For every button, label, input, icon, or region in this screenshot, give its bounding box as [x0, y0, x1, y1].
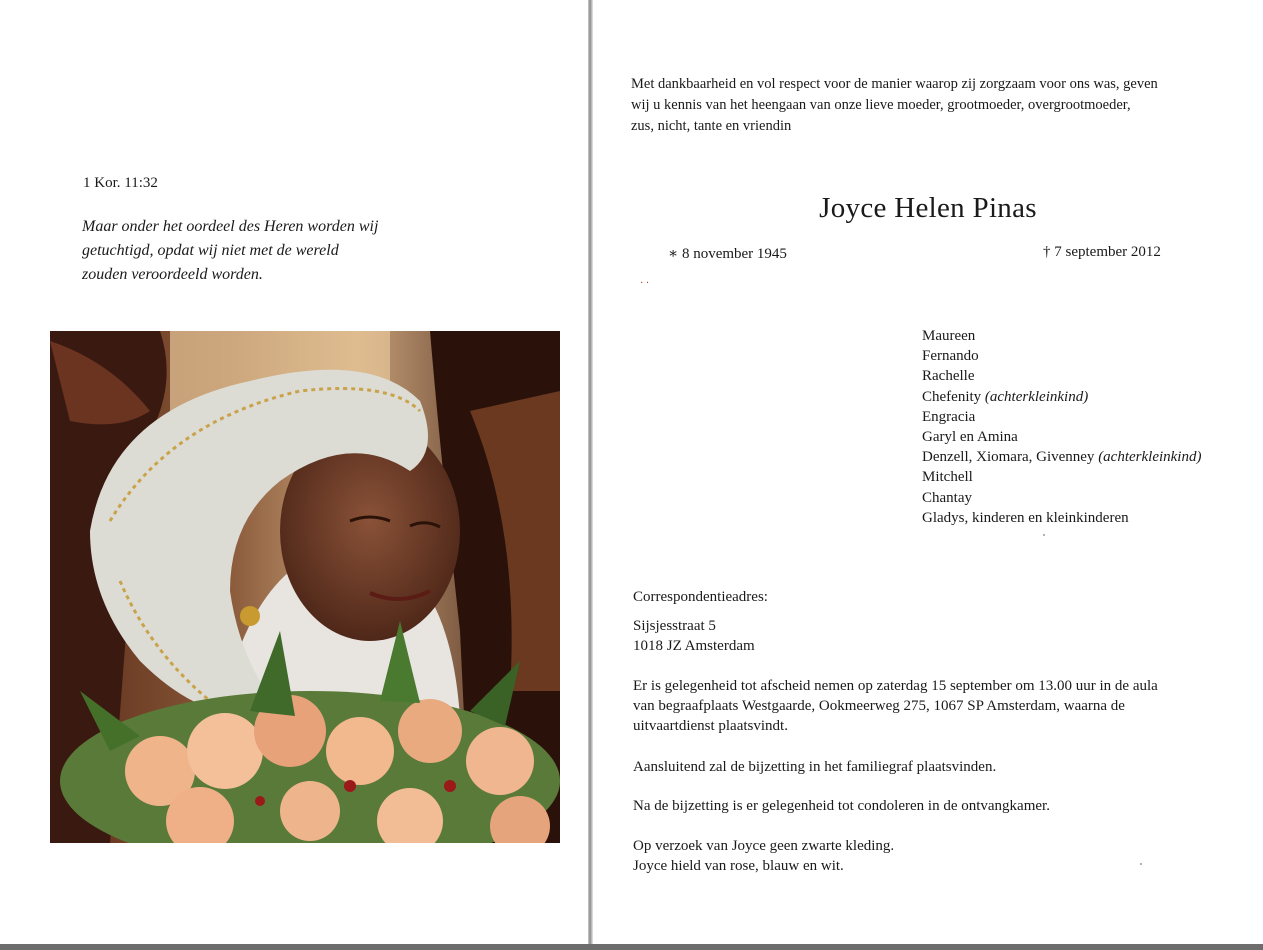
family-member: [922, 467, 1201, 487]
family-member-relation: (achterkleinkind): [1098, 449, 1202, 466]
family-member-relation: (achterkleinkind): [984, 388, 1089, 405]
farewell-line: van begraafplaats Westgaarde, Ookmeerweg 275, 1067 SP Amsterdam, waarna de: [633, 698, 1125, 714]
family-member: [922, 488, 1201, 508]
portrait-photo: [50, 331, 560, 843]
family-member-name: Denzell, Xiomara, Givenney: [922, 449, 1099, 466]
address-line: 1018 JZ Amsterdam: [633, 638, 755, 654]
farewell-line: uitvaartdienst plaatsvindt.: [633, 718, 788, 734]
bottom-edge: [0, 944, 1263, 950]
intro-line: wij u kennis van het heengaan van onze lieve moeder, grootmoeder, overgrootmoeder,: [631, 97, 1131, 113]
family-member: [922, 387, 1201, 407]
family-member-name: Engracia: [922, 408, 976, 425]
burial-paragraph: Aansluitend zal de bijzetting in het familiegraf plaatsvinden.: [633, 759, 997, 775]
family-member: [922, 427, 1201, 447]
family-member-name: Chantay: [922, 489, 972, 506]
verse-line: Maar onder het oordeel des Heren worden wij: [82, 218, 379, 235]
family-member: [922, 447, 1201, 467]
family-member: [922, 508, 1201, 528]
paper-speck: [1043, 534, 1045, 536]
condolence-paragraph: Na de bijzetting is er gelegenheid tot condoleren in de ontvangkamer.: [633, 798, 1050, 814]
family-member: [922, 366, 1201, 386]
death-date: † 7 september 2012: [1043, 244, 1161, 260]
family-list: [922, 326, 1201, 528]
verse-line: getuchtigd, opdat wij niet met de wereld: [82, 242, 339, 259]
address-line: Sijsjesstraat 5: [633, 618, 716, 634]
family-member-name: Gladys, kinderen en kleinkinderen: [922, 509, 1129, 526]
family-member-name: Garyl en Amina: [922, 429, 1018, 446]
announcement-intro: [631, 74, 1221, 137]
request-line: Joyce hield van rose, blauw en wit.: [633, 858, 844, 874]
intro-line: Met dankbaarheid en vol respect voor de manier waarop zij zorgzaam voor ons was, geven: [631, 76, 1158, 92]
ink-speck: · ·: [640, 278, 650, 289]
scripture-reference: 1 Kor. 11:32: [83, 175, 158, 191]
family-member: [922, 407, 1201, 427]
farewell-paragraph: [633, 676, 1223, 736]
scripture-verse: [82, 215, 422, 287]
correspondence-label: Correspondentieadres:: [633, 589, 768, 605]
correspondence-address: [633, 616, 755, 656]
family-member-name: Rachelle: [922, 368, 975, 385]
family-member-name: Fernando: [922, 348, 979, 365]
birth-date: ∗ 8 november 1945: [668, 246, 787, 262]
family-member: [922, 346, 1201, 366]
farewell-line: Er is gelegenheid tot afscheid nemen op zaterdag 15 september om 13.00 uur in de aula: [633, 678, 1158, 694]
paper-speck: [1140, 863, 1142, 865]
family-member-name: Maureen: [922, 328, 976, 344]
family-member-name: Chefenity: [922, 388, 985, 405]
request-line: Op verzoek van Joyce geen zwarte kleding.: [633, 838, 895, 854]
request-paragraph: [633, 836, 1223, 876]
deceased-name: Joyce Helen Pinas: [819, 192, 1037, 224]
intro-line: zus, nicht, tante en vriendin: [631, 118, 792, 134]
family-member: [922, 326, 1201, 346]
family-member-name: Mitchell: [922, 469, 973, 486]
verse-line: zouden veroordeeld worden.: [82, 266, 263, 283]
